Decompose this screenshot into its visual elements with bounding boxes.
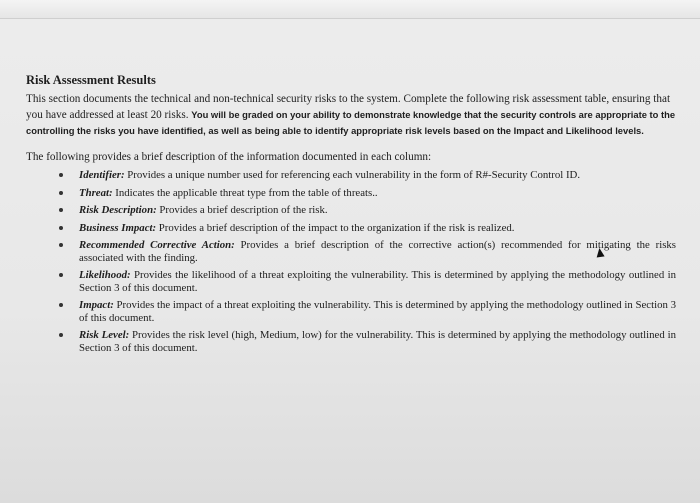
column-term: Recommended Corrective Action: <box>79 239 235 251</box>
column-item-likelihood <box>59 269 676 294</box>
column-description: Provides the risk level (high, Medium, low) for the vulnerability. This is determined by applying the methodology outlined in Section 3 of this document. <box>79 329 676 354</box>
intro-plain-text: This section documents the technical and non-technical security risks to the system. Complete the following risk assessment table, ensuring that you have addressed at least 20 risks. <box>26 93 671 121</box>
bullet-icon <box>59 333 63 337</box>
window-top-bar <box>0 0 700 19</box>
column-item-corrective-action <box>59 239 676 264</box>
column-description: Indicates the applicable threat type from the table of threats.. <box>112 186 378 199</box>
column-item-business-impact <box>59 222 676 235</box>
column-term: Risk Level: <box>79 329 130 341</box>
column-term: Impact: <box>79 299 114 311</box>
column-description: Provides the impact of a threat exploiting the vulnerability. This is determined by applying the methodology outlined in Section 3 of this document. <box>79 299 676 324</box>
section-intro <box>26 92 676 139</box>
column-item-identifier <box>59 169 676 182</box>
bullet-icon <box>59 191 63 195</box>
column-description: Provides the likelihood of a threat exploiting the vulnerability. This is determined by applying the methodology outlined in Section 3 of this document. <box>79 269 676 294</box>
bullet-icon <box>59 208 63 212</box>
bullet-icon <box>59 273 63 277</box>
column-description: Provides a brief description of the corrective action(s) recommended for mitigating the risks associated with the finding. <box>79 239 677 264</box>
column-description: Provides a brief description of the impact to the organization if the risk is realized. <box>156 221 515 234</box>
section-title: Risk Assessment Results <box>26 73 156 87</box>
bullet-icon <box>59 226 63 230</box>
column-term: Threat: <box>79 186 113 199</box>
document-content <box>26 73 676 359</box>
column-descriptions-list <box>26 169 676 354</box>
bullet-icon <box>59 243 63 247</box>
column-item-threat <box>59 187 676 200</box>
column-term: Risk Description: <box>79 204 157 216</box>
column-description: Provides a brief description of the risk. <box>156 204 328 216</box>
columns-lead-text: The following provides a brief description of the information documented in each column: <box>26 151 432 163</box>
column-description: Provides a unique number used for referencing each vulnerability in the form of R#-Security Control ID. <box>124 169 581 181</box>
intro-bold-text: You will be graded on your ability to demonstrate knowledge that the security controls are appropriate to the controlling the risks you have identified, as well as being able to identify appropriate risk levels based on the Impact and Likelihood levels. <box>26 109 676 136</box>
mouse-pointer-icon <box>595 247 604 257</box>
bullet-icon <box>59 303 63 307</box>
bullet-icon <box>59 173 63 177</box>
column-item-risk-description <box>59 204 676 217</box>
column-item-risk-level <box>59 329 676 354</box>
column-term: Business Impact: <box>79 221 157 234</box>
column-term: Likelihood: <box>79 269 131 281</box>
column-item-impact <box>59 299 676 324</box>
column-term: Identifier: <box>79 169 125 181</box>
